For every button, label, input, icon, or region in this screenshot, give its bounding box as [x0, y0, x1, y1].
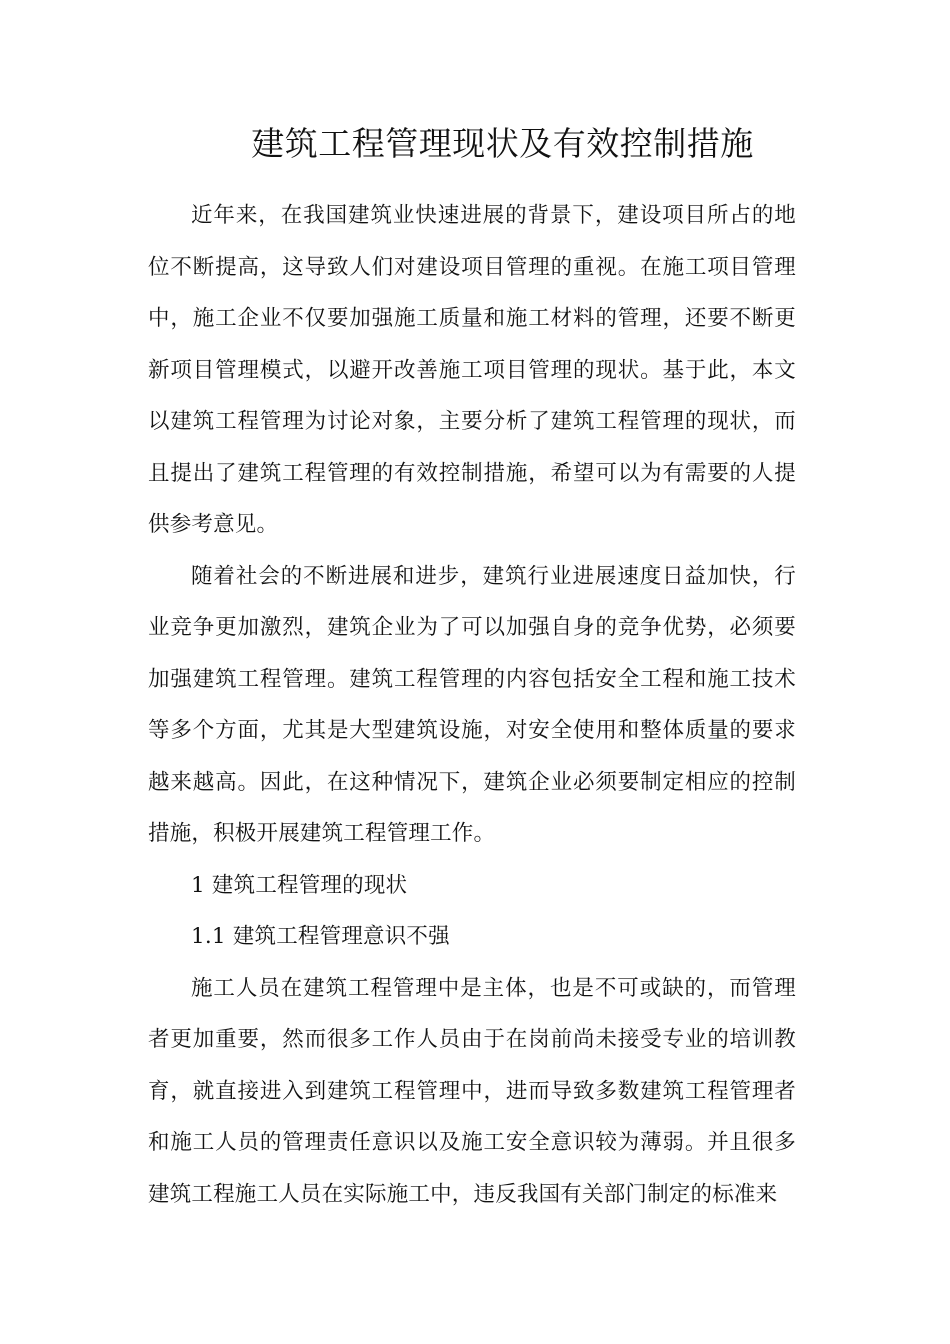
management-awareness-paragraph: 施工人员在建筑工程管理中是主体，也是不可或缺的，而管理者更加重要，然而很多工作人员由于在岗前尚未接受专业的培训教育，就直接进入到建筑工程管理中，进而导致多数建筑工程管理者和施工人员的管理责任意识以及施工安全意识较为薄弱。并且很多建筑工程施工人员在实际施工中，违反我国有关部门制定的标准来 [148, 975, 796, 1207]
section-heading: 1 建筑工程管理的现状 [191, 872, 408, 898]
intro-paragraph: 近年来，在我国建筑业快速进展的背景下，建设项目所占的地位不断提高，这导致人们对建设项目管理的重视。在施工项目管理中，施工企业不仅要加强施工质量和施工材料的管理，还要不断更新项目管理模式，以避开改善施工项目管理的现状。基于此，本文以建筑工程管理为讨论对象，主要分析了建筑工程管理的现状，而且提出了建筑工程管理的有效控制措施，希望可以为有需要的人提供参考意见。 [148, 203, 796, 537]
subsection-heading: 1.1 建筑工程管理意识不强 [191, 924, 450, 949]
document-body [148, 190, 796, 1220]
document-title: 建筑工程管理现状及有效控制措施 [251, 124, 754, 163]
background-paragraph: 随着社会的不断进展和进步，建筑行业进展速度日益加快，行业竞争更加激烈，建筑企业为了可以加强自身的竞争优势，必须要加强建筑工程管理。建筑工程管理的内容包括安全工程和施工技术等多个方面，尤其是大型建筑设施，对安全使用和整体质量的要求越来越高。因此，在这种情况下，建筑企业必须要制定相应的控制措施，积极开展建筑工程管理工作。 [148, 563, 796, 846]
